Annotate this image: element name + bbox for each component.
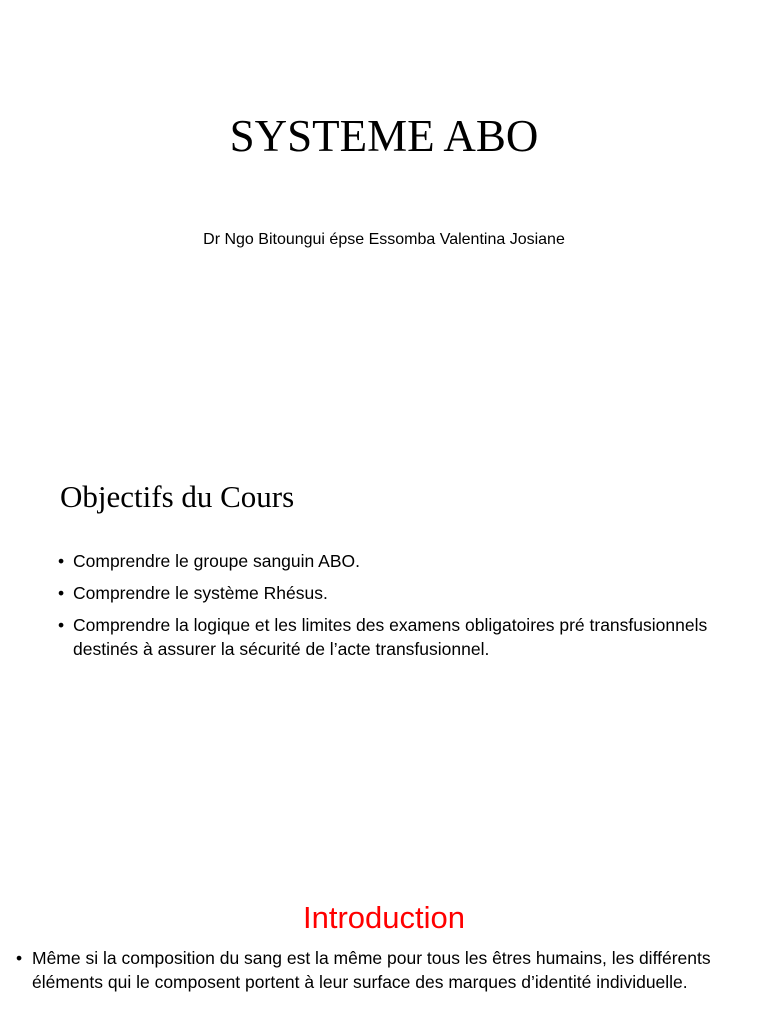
list-item-text: Comprendre le groupe sanguin ABO. xyxy=(73,551,360,571)
list-item-text: Comprendre la logique et les limites des examens obligatoires pré transfusionnels destinés à assurer la sécurité de l’acte transfusionnel. xyxy=(73,615,708,659)
bullet-icon: • xyxy=(58,583,65,603)
introduction-heading: Introduction xyxy=(303,900,465,935)
objectives-list xyxy=(58,549,738,669)
slide-introduction xyxy=(0,860,768,1024)
list-item xyxy=(16,946,736,994)
slide-title xyxy=(0,0,768,430)
list-item-text: Même si la composition du sang est la même pour tous les êtres humains, les différents éléments qui le composent portent à leur surface des marques d’identité individuelle. xyxy=(32,948,711,992)
slide-objectives xyxy=(0,430,768,860)
slide-author: Dr Ngo Bitoungui épse Essomba Valentina Josiane xyxy=(203,231,565,248)
objectives-heading: Objectifs du Cours xyxy=(60,479,295,514)
list-item xyxy=(58,613,738,661)
list-item-text: Comprendre le système Rhésus. xyxy=(73,583,328,603)
introduction-list xyxy=(16,946,736,994)
list-item xyxy=(58,581,738,605)
bullet-icon: • xyxy=(16,948,23,968)
bullet-icon: • xyxy=(58,615,65,635)
slide-title-heading: SYSTEME ABO xyxy=(229,111,539,161)
bullet-icon: • xyxy=(58,551,65,571)
list-item xyxy=(58,549,738,573)
